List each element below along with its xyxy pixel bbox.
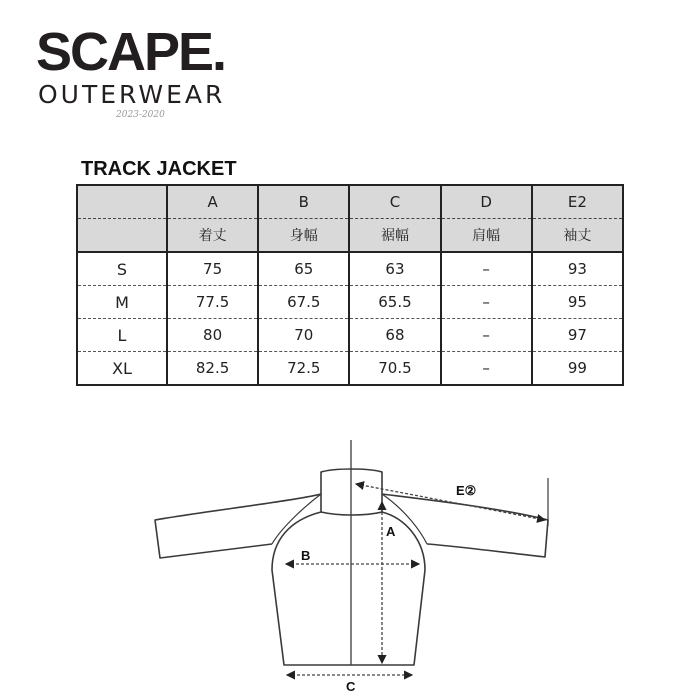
table-cell: 80	[167, 319, 258, 352]
table-cell: 63	[349, 252, 440, 286]
table-cell: 82.5	[167, 352, 258, 386]
size-label: XL	[77, 352, 167, 386]
table-cell: –	[441, 319, 532, 352]
size-label: S	[77, 252, 167, 286]
header-e2: E2	[532, 185, 623, 219]
header-length: 着丈	[167, 219, 258, 253]
hem-width-label: C	[346, 679, 356, 694]
table-row	[77, 286, 623, 319]
header-a: A	[167, 185, 258, 219]
jacket-diagram	[0, 430, 700, 700]
table-cell: 77.5	[167, 286, 258, 319]
brand-subline: OUTERWEAR	[38, 80, 226, 109]
table-row	[77, 319, 623, 352]
length-label: A	[386, 524, 396, 539]
header-sleeve: 袖丈	[532, 219, 623, 253]
table-cell: 67.5	[258, 286, 349, 319]
table-cell: 70.5	[349, 352, 440, 386]
table-cell: 99	[532, 352, 623, 386]
header-hem-width: 裾幅	[349, 219, 440, 253]
header-shoulder: 肩幅	[441, 219, 532, 253]
table-cell: 97	[532, 319, 623, 352]
header-body-width: 身幅	[258, 219, 349, 253]
table-cell: 75	[167, 252, 258, 286]
table-row	[77, 352, 623, 386]
table-cell: 65	[258, 252, 349, 286]
corner-cell	[77, 185, 167, 219]
size-label: M	[77, 286, 167, 319]
raglan-seams	[272, 494, 427, 544]
brand-name: SCAPE.	[36, 22, 226, 82]
size-label: L	[77, 319, 167, 352]
product-title: TRACK JACKET	[81, 158, 237, 180]
size-table	[76, 184, 624, 386]
sleeve-measure-line	[356, 484, 545, 520]
table-cell: 93	[532, 252, 623, 286]
table-cell: –	[441, 252, 532, 286]
table-cell: 95	[532, 286, 623, 319]
header-c: C	[349, 185, 440, 219]
table-cell: 72.5	[258, 352, 349, 386]
body-width-label: B	[301, 548, 311, 563]
brand-season: 2023-2020	[116, 110, 165, 120]
corner-cell	[77, 219, 167, 253]
table-cell: –	[441, 352, 532, 386]
header-b: B	[258, 185, 349, 219]
letter-header-row	[77, 185, 623, 219]
table-cell: 68	[349, 319, 440, 352]
brand-logo	[36, 22, 266, 120]
sleeve-label: E②	[456, 483, 477, 498]
measure-header-row	[77, 219, 623, 253]
table-row	[77, 252, 623, 286]
table-cell: –	[441, 286, 532, 319]
header-d: D	[441, 185, 532, 219]
table-cell: 65.5	[349, 286, 440, 319]
table-cell: 70	[258, 319, 349, 352]
